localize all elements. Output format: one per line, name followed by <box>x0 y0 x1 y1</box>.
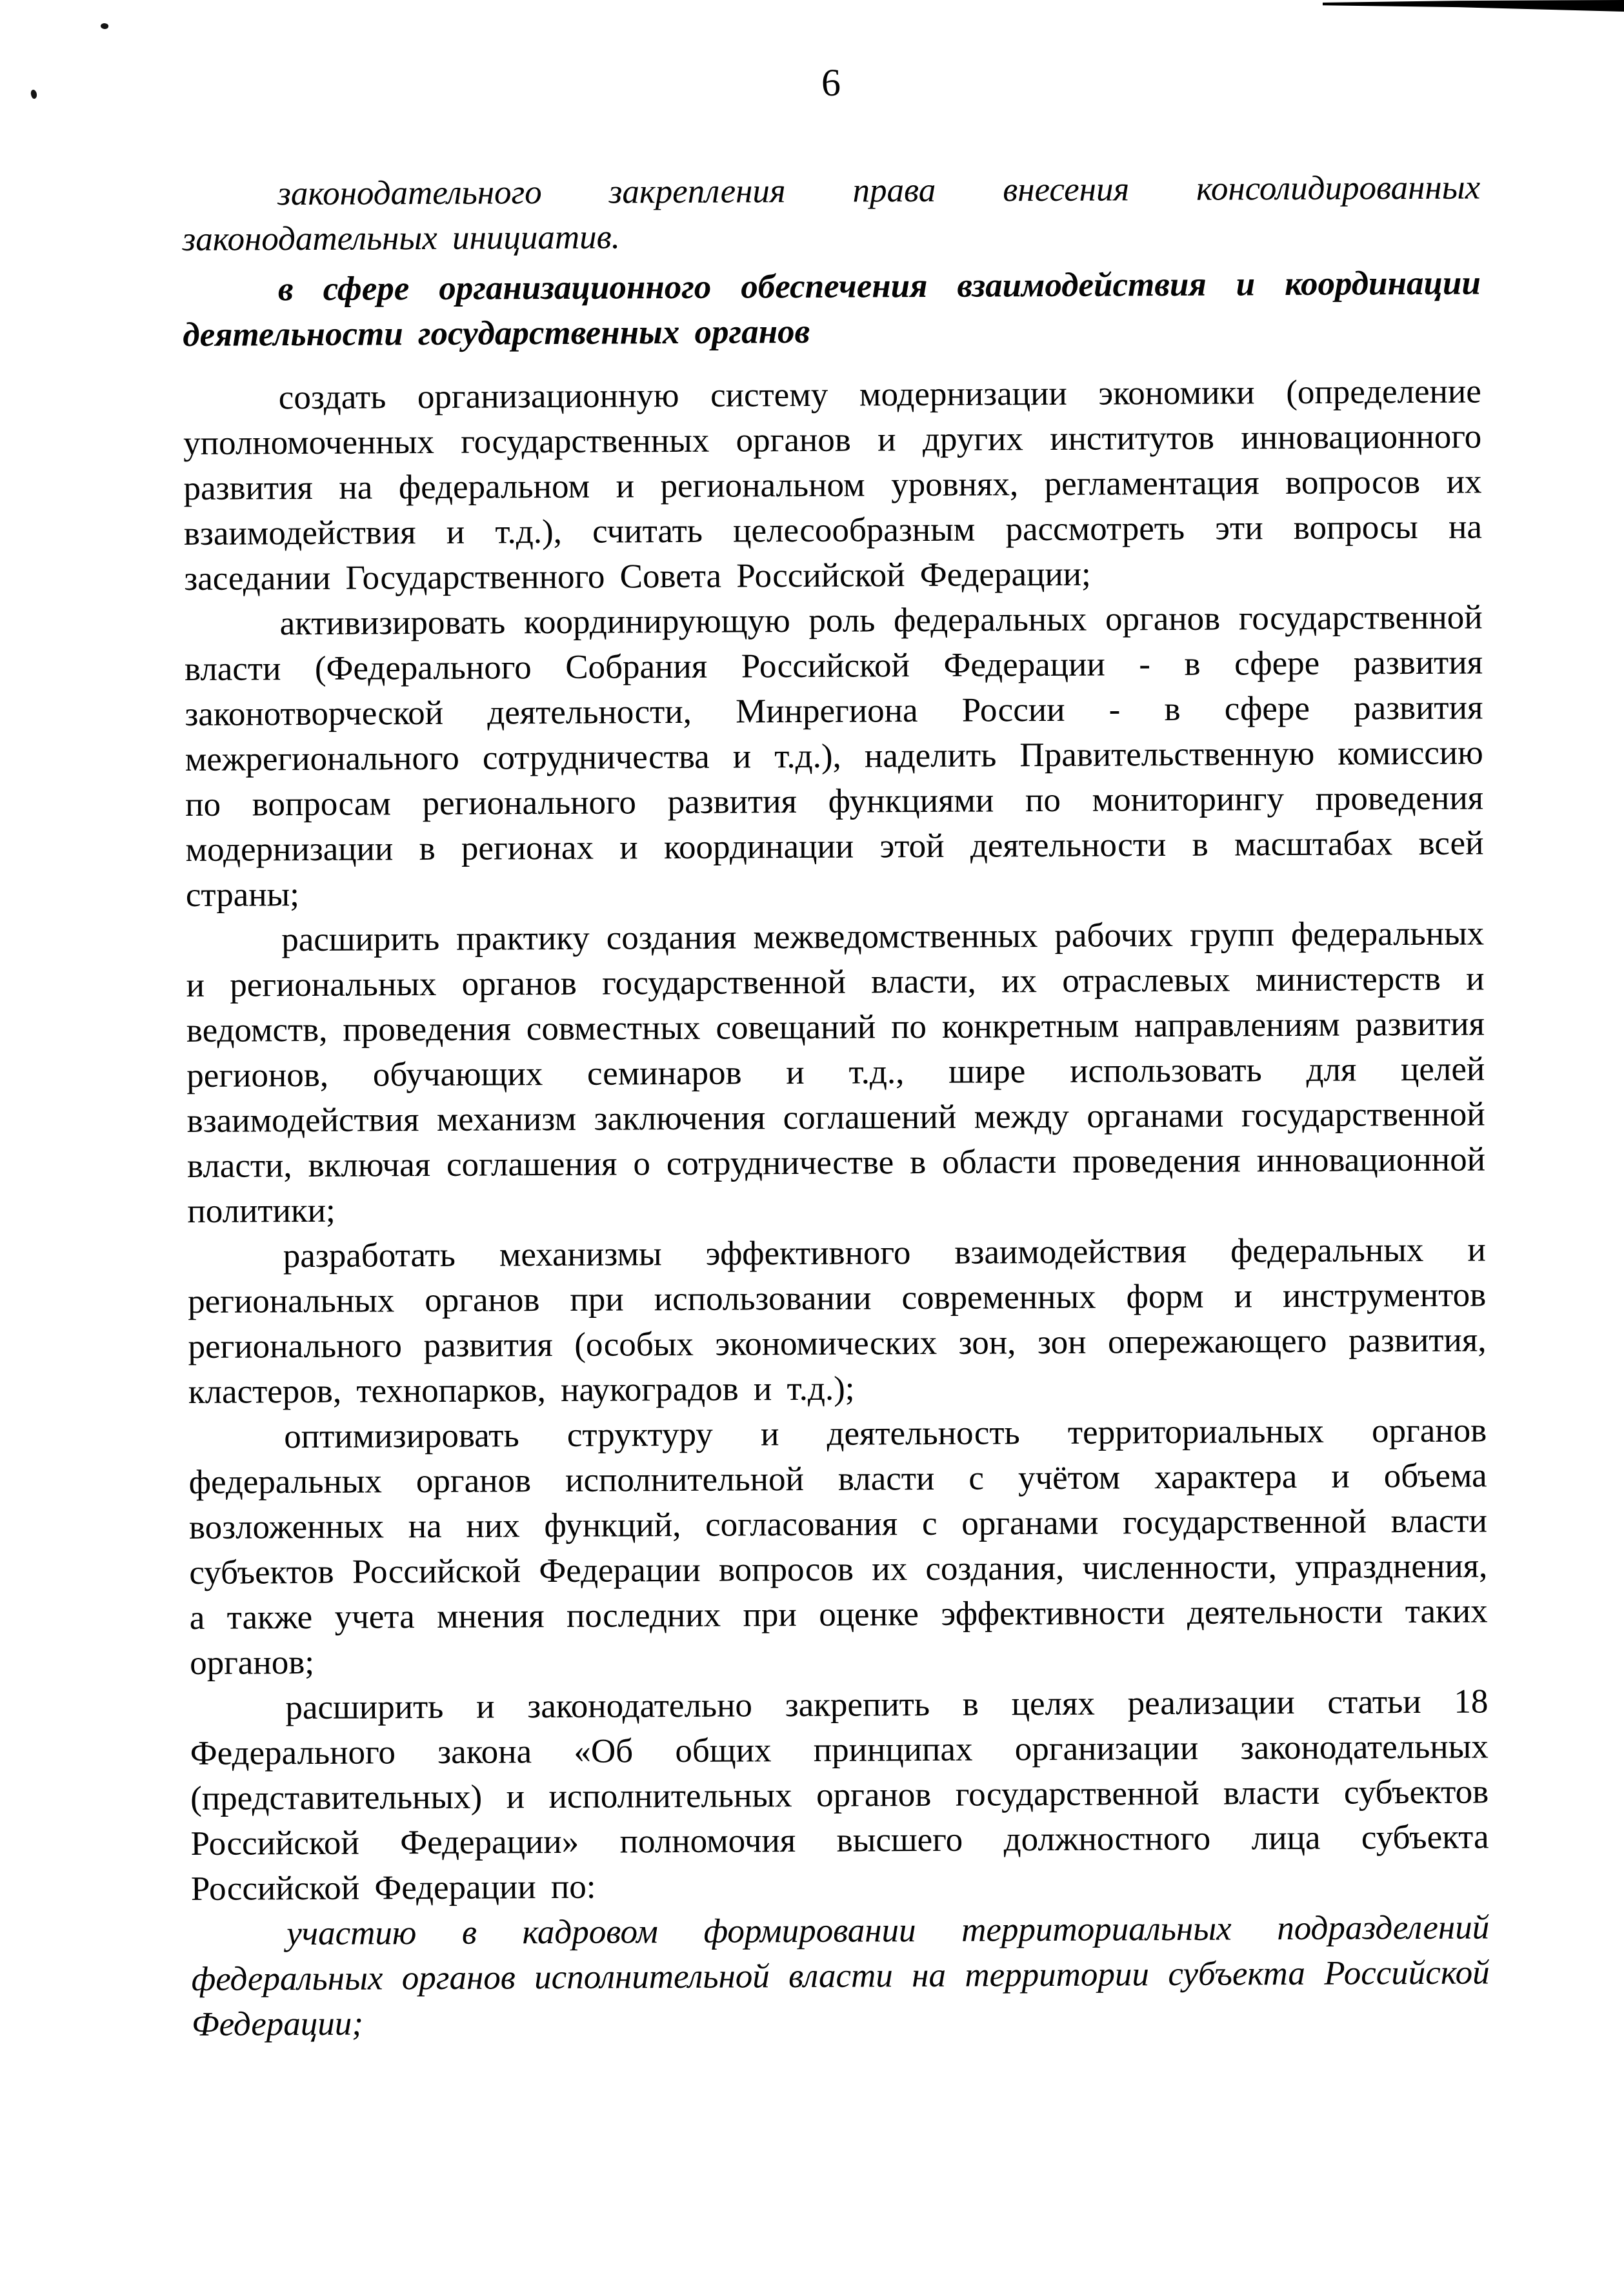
paragraph-create-modernization-system: создать организационную систему модернизации экономики (определение уполномоченных государственных органов и других институтов инновационного развития на федеральном и региональном уровнях, регламентация вопросов их взаимодействия и т.д.), считать целесообразным рассмотреть эти вопросы на заседании Государственного Совета Российской Федерации; <box>183 372 1483 598</box>
section-heading-interaction-coordination: в сфере организационного обеспечения взаимодействия и координации деятельности государственных органов <box>183 264 1481 354</box>
paragraph-activate-coordinating-role: активизировать координирующую роль федеральных органов государственной власти (Федерального Собрания Российской Федерации - в сфере развития законотворческой деятельности, Минрегиона России - в сфере развития межрегионального сотрудничества и т.д.), наделить Правительственную комиссию по вопросам регионального развития функциями по мониторингу проведения модернизации в регионах и координации этой деятельности в масштабах всей страны; <box>184 598 1484 914</box>
document-body <box>182 165 1490 2046</box>
paragraph-optimize-territorial-bodies: оптимизировать структуру и деятельность территориальных органов федеральных органов исполнительной власти с учётом характера и объема возложенных на них функций, согласования с органами государственной власти субъектов Российской Федерации вопросов их создания, численности, упразднения, а также учета мнения последних при оценке эффективности деятельности таких органов; <box>188 1411 1488 1682</box>
scan-artifact-speck <box>30 89 38 99</box>
paragraph-legislative-initiatives: законодательного закрепления права внесения консолидированных законодательных инициатив. <box>182 168 1481 258</box>
page-number: 6 <box>821 61 841 104</box>
scan-artifact-speck <box>100 23 109 30</box>
paragraph-expand-powers-article-18: расширить и законодательно закрепить в целях реализации статьи 18 Федерального закона «Об общих принципах организации законодательных (представительных) и исполнительных органов государственной власти субъектов Российской Федерации» полномочия высшего должностного лица субъекта Российской Федерации по: <box>190 1682 1489 1908</box>
paragraph-expand-working-groups: расширить практику создания межведомственных рабочих групп федеральных и региональных органов государственной власти, их отраслевых министерств и ведомств, проведения совместных совещаний по конкретным направлениям развития регионов, обучающих семинаров и т.д., шире использовать для целей взаимодействия механизм заключения соглашений между органами государственной власти, включая соглашения о сотрудничестве в области проведения инновационной политики; <box>186 914 1486 1230</box>
paragraph-develop-interaction-mechanisms: разработать механизмы эффективного взаимодействия федеральных и региональных органов при использовании современных форм и инструментов регионального развития (особых экономических зон, зон опережающего развития, кластеров, технопарков, наукоградов и т.д.); <box>188 1231 1487 1411</box>
paragraph-personnel-participation: участию в кадровом формировании территориальных подразделений федеральных органов исполнительной власти на территории субъекта Российской Федерации; <box>191 1908 1490 2043</box>
